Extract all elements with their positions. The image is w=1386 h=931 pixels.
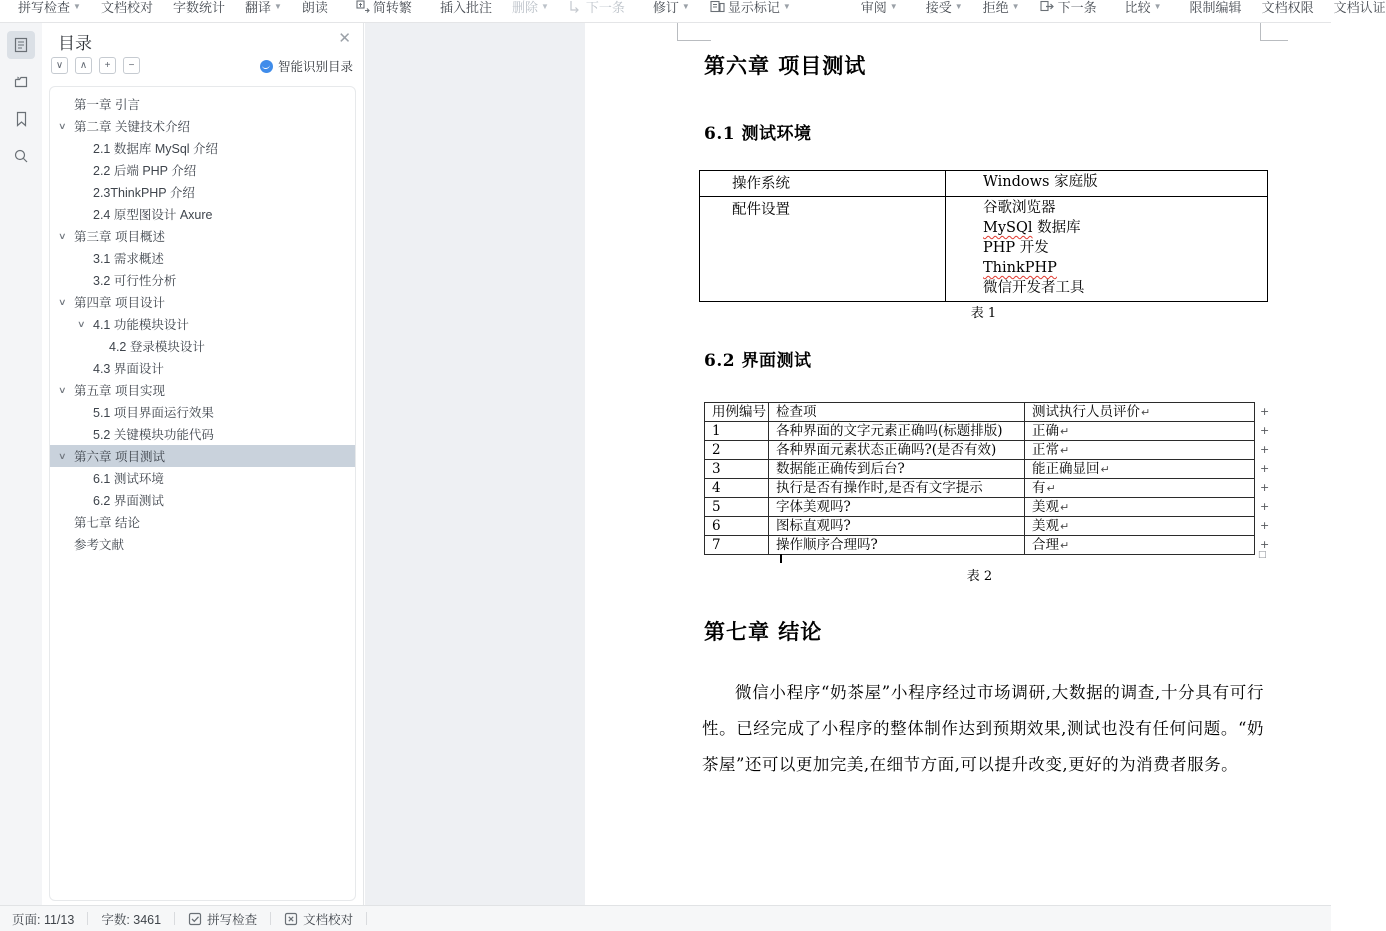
toc-item-label: 3.2 可行性分析 (93, 274, 177, 288)
chevron-down-icon[interactable]: ∨ (58, 450, 67, 461)
toc-item-参考文献[interactable] (50, 533, 355, 555)
chevron-down-icon[interactable]: ∨ (58, 384, 67, 395)
dropdown-caret-icon: ▼ (273, 2, 282, 11)
table-cell: 6 (705, 517, 769, 536)
close-icon[interactable]: ✕ (338, 30, 351, 47)
toolbar-button-简转繁[interactable]: 简转繁 (356, 0, 412, 15)
divider (270, 912, 271, 925)
page-indicator: 页面: 11/13 (12, 912, 75, 927)
toolbar-button-插入批注[interactable]: 插入批注 (439, 0, 492, 15)
toc-item-第七章 结论[interactable] (50, 511, 355, 533)
toolbar-button-文档校对[interactable]: 文档校对 (100, 0, 153, 15)
expand-level-button[interactable]: + (99, 57, 116, 74)
toc-panel-title: 目录 (58, 34, 92, 53)
section61-heading: 6.1 测试环境 (704, 124, 812, 144)
toc-panel (42, 23, 364, 905)
section62-heading: 6.2 界面测试 (704, 351, 812, 371)
toolbar-button-比较[interactable]: 比较 ▼ (1124, 0, 1162, 15)
row-end-mark: + (1260, 462, 1270, 475)
toc-item-4.2 登录模块设计[interactable] (50, 335, 355, 357)
toc-item-label: 第四章 项目设计 (74, 296, 165, 310)
toc-item-label: 第二章 关键技术介绍 (74, 120, 190, 134)
toc-list (49, 86, 356, 901)
sidebar-icon-strip (0, 23, 42, 905)
dropdown-caret-icon: ▼ (681, 2, 690, 11)
toc-item-label: 第一章 引言 (74, 98, 140, 112)
table-row (700, 171, 1268, 197)
table-cell: 字体美观吗? (769, 498, 1025, 517)
toc-item-label: 2.3ThinkPHP 介绍 (93, 186, 195, 200)
row-end-mark: + (1260, 443, 1270, 456)
toc-item-label: 2.4 原型图设计 Axure (93, 208, 213, 222)
toolbar-button-显示标记[interactable]: 显示标记 ▼ (710, 0, 791, 15)
table-row (705, 536, 1255, 555)
toolbar-button-修订[interactable]: 修订 ▼ (652, 0, 690, 15)
table-cell: 配件设置 (700, 197, 946, 302)
toc-item-2.2 后端 PHP 介绍[interactable] (50, 159, 355, 181)
chevron-down-icon[interactable]: ∨ (58, 230, 67, 241)
expand-all-button[interactable]: ∨ (51, 57, 68, 74)
toc-controls (51, 57, 140, 74)
toc-item-label: 第七章 结论 (74, 516, 140, 530)
chevron-down-icon[interactable]: ∨ (58, 120, 67, 131)
table-cell: 用例编号 (705, 403, 769, 422)
toc-item-5.2 关键模块功能代码[interactable] (50, 423, 355, 445)
toc-item-label: 参考文献 (74, 538, 125, 552)
dropdown-caret-icon: ▼ (540, 2, 549, 11)
toolbar-button-限制编辑[interactable]: 限制编辑 (1189, 0, 1242, 15)
toc-item-第一章 引言[interactable] (50, 93, 355, 115)
toolbar-button-拒绝[interactable]: 拒绝 ▼ (982, 0, 1020, 15)
table-row (705, 460, 1255, 479)
table-row (700, 197, 1268, 302)
toc-item-3.2 可行性分析[interactable] (50, 269, 355, 291)
table-cell: 谷歌浏览器 MySQl 数据库 PHP 开发 ThinkPHP 微信开发者工具 (946, 197, 1268, 302)
toc-item-label: 2.1 数据库 MySql 介绍 (93, 142, 219, 156)
collapse-level-button[interactable]: − (123, 57, 140, 74)
table-cell: 2 (705, 441, 769, 460)
divider (87, 912, 88, 925)
toc-item-2.1 数据库 MySql 介绍[interactable] (50, 137, 355, 159)
smart-toc-button[interactable] (260, 57, 353, 75)
toc-item-label: 5.1 项目界面运行效果 (93, 406, 214, 420)
chevron-down-icon[interactable]: ∨ (58, 296, 67, 307)
table-cell: 有↵ (1025, 479, 1255, 498)
toolbar-button-朗读[interactable]: 朗读 (301, 0, 328, 15)
margin-mark-left (677, 23, 678, 40)
collapse-all-button[interactable]: ∧ (75, 57, 92, 74)
cell-end-mark: □ (1258, 550, 1267, 560)
table-cell: 各种界面的文字元素正确吗(标题排版) (769, 422, 1025, 441)
paragraph-mark: ↵ (1060, 538, 1070, 552)
row-end-mark: + (1260, 424, 1270, 437)
table-cell: 检查项 (769, 403, 1025, 422)
table-cell: 7 (705, 536, 769, 555)
margin-mark-left (677, 40, 711, 41)
table-cell: 5 (705, 498, 769, 517)
toc-item-第六章 项目测试[interactable] (50, 445, 355, 467)
toc-item-2.3ThinkPHP 介绍[interactable] (50, 181, 355, 203)
table1-caption: 表 1 (970, 306, 997, 321)
table-cell: 操作系统 (700, 171, 946, 197)
bookmark-pane-icon[interactable] (7, 105, 35, 133)
table-cell: 测试执行人员评价↵ (1025, 403, 1255, 422)
chevron-down-icon[interactable]: ∨ (77, 318, 86, 329)
document-page[interactable] (585, 23, 1355, 905)
toc-item-6.2 界面测试[interactable] (50, 489, 355, 511)
paragraph-mark: ↵ (1141, 405, 1151, 419)
toc-item-label: 6.2 界面测试 (93, 494, 164, 508)
toc-item-4.3 界面设计[interactable] (50, 357, 355, 379)
toc-item-label: 2.2 后端 PHP 介绍 (93, 164, 197, 178)
paragraph-mark: ↵ (1060, 443, 1070, 457)
toc-item-第二章 关键技术介绍[interactable] (50, 115, 355, 137)
table-cell: 4 (705, 479, 769, 498)
table-cell: 美观↵ (1025, 517, 1255, 536)
toolbar-button-翻译[interactable]: 翻译 ▼ (244, 0, 282, 15)
annotation-pane-icon[interactable] (7, 68, 35, 96)
paragraph-mark: ↵ (1060, 424, 1070, 438)
toolbar-button-下一条[interactable]: 下一条 (1040, 0, 1097, 15)
proofread-icon (284, 912, 298, 926)
document-workspace (365, 23, 1331, 905)
proofread-toggle[interactable]: 文档校对 (284, 910, 353, 928)
toolbar-button-删除: 删除 ▼ (511, 0, 549, 15)
word-count: 字数: 3461 (101, 912, 162, 927)
toc-item-label: 4.2 登录模块设计 (109, 340, 205, 354)
row-end-mark: + (1260, 500, 1270, 513)
smart-toc-icon (260, 60, 273, 73)
table-cell: Windows 家庭版 (946, 171, 1268, 197)
toolbar-button-下一条: 下一条 (569, 0, 625, 15)
review-toolbar (0, 0, 1386, 23)
toc-pane-icon[interactable] (7, 31, 35, 59)
divider (366, 912, 367, 925)
table-cell: 图标直观吗? (769, 517, 1025, 536)
table-cell: 1 (705, 422, 769, 441)
toolbar-button-文档认证[interactable]: 文档认证 (1333, 0, 1386, 15)
table-cell: 美观↵ (1025, 498, 1255, 517)
toolbar-button-文档权限[interactable]: 文档权限 (1261, 0, 1314, 15)
dropdown-caret-icon: ▼ (73, 2, 81, 11)
toc-item-3.1 需求概述[interactable] (50, 247, 355, 269)
smart-toc-label: 智能识别目录 (277, 60, 353, 74)
table-cell: 合理↵ (1025, 536, 1255, 555)
toolbar-button-审阅[interactable]: 审阅 ▼ (860, 0, 898, 15)
toc-item-label: 第三章 项目概述 (74, 230, 165, 244)
paragraph-mark: ↵ (1060, 519, 1070, 533)
table-row (705, 441, 1255, 460)
table-cell: 正确↵ (1025, 422, 1255, 441)
toc-item-6.1 测试环境[interactable] (50, 467, 355, 489)
toc-item-5.1 项目界面运行效果[interactable] (50, 401, 355, 423)
next-change-icon (1040, 0, 1055, 13)
search-pane-icon[interactable] (7, 142, 35, 170)
toolbar-button-拼写检查[interactable]: 拼写检查 ▼ (18, 0, 81, 15)
text-cursor (780, 554, 782, 563)
toc-item-label: 3.1 需求概述 (93, 252, 164, 266)
row-end-mark: + (1260, 519, 1270, 532)
table-cell: 数据能正确传到后台? (769, 460, 1025, 479)
margin-mark-right (1260, 23, 1261, 40)
toc-item-label: 第六章 项目测试 (74, 450, 165, 464)
divider (174, 912, 175, 925)
table-row (705, 517, 1255, 536)
spellcheck-toggle[interactable]: 拼写检查 (188, 910, 257, 928)
misspelled-word: MySQl (983, 220, 1033, 236)
dropdown-caret-icon: ▼ (954, 2, 963, 11)
spellcheck-icon (188, 912, 202, 926)
table-row (705, 498, 1255, 517)
table-cell: 3 (705, 460, 769, 479)
test-environment-table (699, 170, 1268, 302)
simplified-to-traditional-icon (356, 0, 370, 14)
table-row (705, 479, 1255, 498)
toolbar-button-字数统计[interactable]: 字数统计 (172, 0, 225, 15)
toolbar-button-接受[interactable]: 接受 ▼ (925, 0, 963, 15)
conclusion-paragraph: 微信小程序“奶茶屋”小程序经过市场调研,大数据的调查,十分具有可行性。已经完成了小程序的整体制作达到预期效果,测试也没有任何问题。“奶茶屋”还可以更加完美,在细节方面,可以提升改变,更好的为消费者服务。 (702, 683, 1264, 774)
row-end-mark: + (1260, 538, 1270, 551)
next-comment-icon (569, 0, 583, 13)
toc-item-label: 4.1 功能模块设计 (93, 318, 189, 332)
ui-test-table (704, 402, 1255, 555)
table-header-row (705, 403, 1255, 422)
status-bar (0, 905, 1331, 931)
paragraph-mark: ↵ (1060, 500, 1070, 514)
row-end-mark: + (1260, 481, 1270, 494)
table-cell: 能正确显回↵ (1025, 460, 1255, 479)
paragraph-mark: ↵ (1100, 462, 1110, 476)
misspelled-word: ThinkPHP (983, 260, 1057, 276)
table-cell: 正常↵ (1025, 441, 1255, 460)
table2-caption: 表 2 (966, 569, 993, 584)
toc-item-4.1 功能模块设计[interactable] (50, 313, 355, 335)
toc-item-2.4 原型图设计 Axure[interactable] (50, 203, 355, 225)
dropdown-caret-icon: ▼ (889, 2, 898, 11)
row-end-mark: + (1260, 405, 1270, 418)
toc-item-label: 4.3 界面设计 (93, 362, 164, 376)
toc-item-第四章 项目设计[interactable] (50, 291, 355, 313)
dropdown-caret-icon: ▼ (782, 2, 791, 11)
toc-item-第三章 项目概述[interactable] (50, 225, 355, 247)
toc-item-label: 6.1 测试环境 (93, 472, 164, 486)
table-cell: 操作顺序合理吗? (769, 536, 1025, 555)
chapter7-heading: 第七章 结论 (704, 619, 823, 644)
table-row (705, 422, 1255, 441)
table-cell: 各种界面元素状态正确吗?(是否有效) (769, 441, 1025, 460)
toc-item-label: 第五章 项目实现 (74, 384, 165, 398)
dropdown-caret-icon: ▼ (1153, 2, 1162, 11)
table-cell: 执行是否有操作时,是否有文字提示 (769, 479, 1025, 498)
show-markup-icon (710, 0, 725, 13)
dropdown-caret-icon: ▼ (1011, 2, 1020, 11)
toc-item-label: 5.2 关键模块功能代码 (93, 428, 214, 442)
margin-mark-right (1260, 40, 1288, 41)
paragraph-mark: ↵ (1046, 481, 1056, 495)
chapter6-heading: 第六章 项目测试 (704, 53, 867, 78)
toc-item-第五章 项目实现[interactable] (50, 379, 355, 401)
